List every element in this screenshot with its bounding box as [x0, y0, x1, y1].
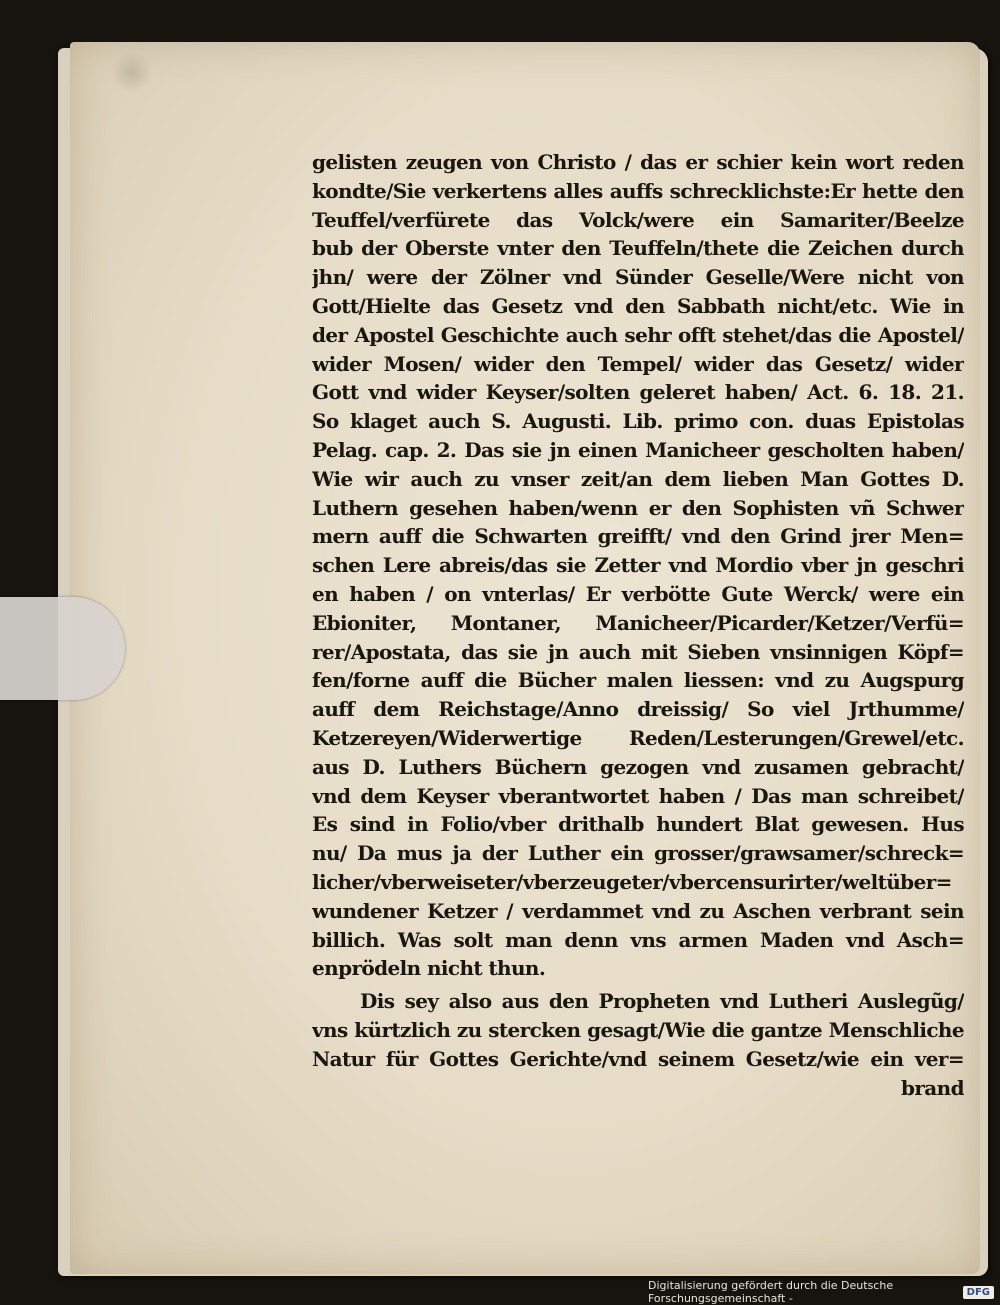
text-line: fen/forne auff die Bücher malen liessen: vnd zu Augspurg	[312, 668, 964, 693]
text-line: der Apostel Geschichte auch sehr offt stehet/das die Apostel/	[312, 322, 964, 347]
text-line: en haben / on vnterlas/ Er verbötte Gute Werck/ were ein	[312, 581, 964, 606]
text-line: jhn/ were der Zölner vnd Sünder Geselle/Were nicht von	[312, 265, 964, 290]
dfg-logo-icon: DFG	[963, 1286, 994, 1299]
scan-holder-tab	[0, 597, 125, 700]
text-line: Teuffel/verfürete das Volck/were ein Samariter/Beelze	[312, 207, 964, 232]
text-line: Wie wir auch zu vnser zeit/an dem lieben Man Gottes D.	[312, 466, 964, 491]
text-line: rer/Apostata, das sie jn auch mit Sieben vnsinnigen Köpf=	[312, 639, 964, 664]
text-line: licher/vberweiseter/vberzeugeter/vbercensurirter/weltüber=	[312, 869, 952, 894]
text-line: Natur für Gottes Gerichte/vnd seinem Gesetz/wie ein ver=	[312, 1046, 964, 1071]
catchword: brand	[900, 1075, 964, 1100]
text-line: Dis sey also aus den Propheten vnd Lutheri Auslegũg/	[360, 989, 964, 1014]
text-line: Gott vnd wider Keyser/solten geleret haben/ Act. 6. 18. 21.	[312, 380, 964, 405]
text-line: Luthern gesehen haben/wenn er den Sophisten vñ Schwer	[312, 495, 964, 520]
text-line: aus D. Luthers Büchern gezogen vnd zusamen gebracht/	[312, 754, 964, 779]
text-line: kondte/Sie verkertens alles auffs schrecklichste:Er hette den	[312, 178, 964, 203]
text-line: bub der Oberste vnter den Teuffeln/thete die Zeichen durch	[312, 236, 964, 261]
text-line: wider Mosen/ wider den Tempel/ wider das Gesetz/ wider	[312, 351, 964, 376]
digitization-footer	[648, 1279, 994, 1305]
text-line: Pelag. cap. 2. Das sie jn einen Manicheer gescholten haben/	[312, 437, 964, 462]
text-line: nu/ Da mus ja der Luther ein grosser/grawsamer/schreck=	[312, 841, 964, 866]
text-line: vns kürtzlich zu stercken gesagt/Wie die gantze Menschliche	[312, 1017, 964, 1042]
page-text	[312, 148, 964, 1102]
text-line: schen Lere abreis/das sie Zetter vnd Mordio vber jn geschri	[312, 553, 964, 578]
text-line: vnd dem Keyser vberantwortet haben / Das man schreibet/	[312, 783, 964, 808]
text-line: billich. Was solt man denn vns armen Maden vnd Asch=	[312, 927, 964, 952]
text-line: auff dem Reichstage/Anno dreissig/ So viel Jrthumme/	[312, 697, 964, 722]
text-line: Ebioniter, Montaner, Manicheer/Picarder/Ketzer/Verfü=	[312, 610, 964, 635]
paper-stain	[112, 50, 152, 95]
text-line: enprödeln nicht thun.	[312, 956, 546, 981]
text-line: Ketzereyen/Widerwertige Reden/Lesterungen/Grewel/etc.	[312, 725, 964, 750]
text-line: wundener Ketzer / verdammet vnd zu Aschen verbrant sein	[312, 898, 964, 923]
text-line: Es sind in Folio/vber drithalb hundert Blat gewesen. Hus	[312, 812, 964, 837]
text-line: mern auff die Schwarten greifft/ vnd den Grind jrer Men=	[312, 524, 964, 549]
footer-credit: Digitalisierung gefördert durch die Deutsche Forschungsgemeinschaft -	[648, 1279, 894, 1305]
text-line: gelisten zeugen von Christo / das er schier kein wort reden	[312, 150, 964, 174]
text-line: Gott/Hielte das Gesetz vnd den Sabbath nicht/etc. Wie in	[312, 293, 964, 318]
text-line: So klaget auch S. Augusti. Lib. primo con. duas Epistolas	[312, 409, 964, 434]
